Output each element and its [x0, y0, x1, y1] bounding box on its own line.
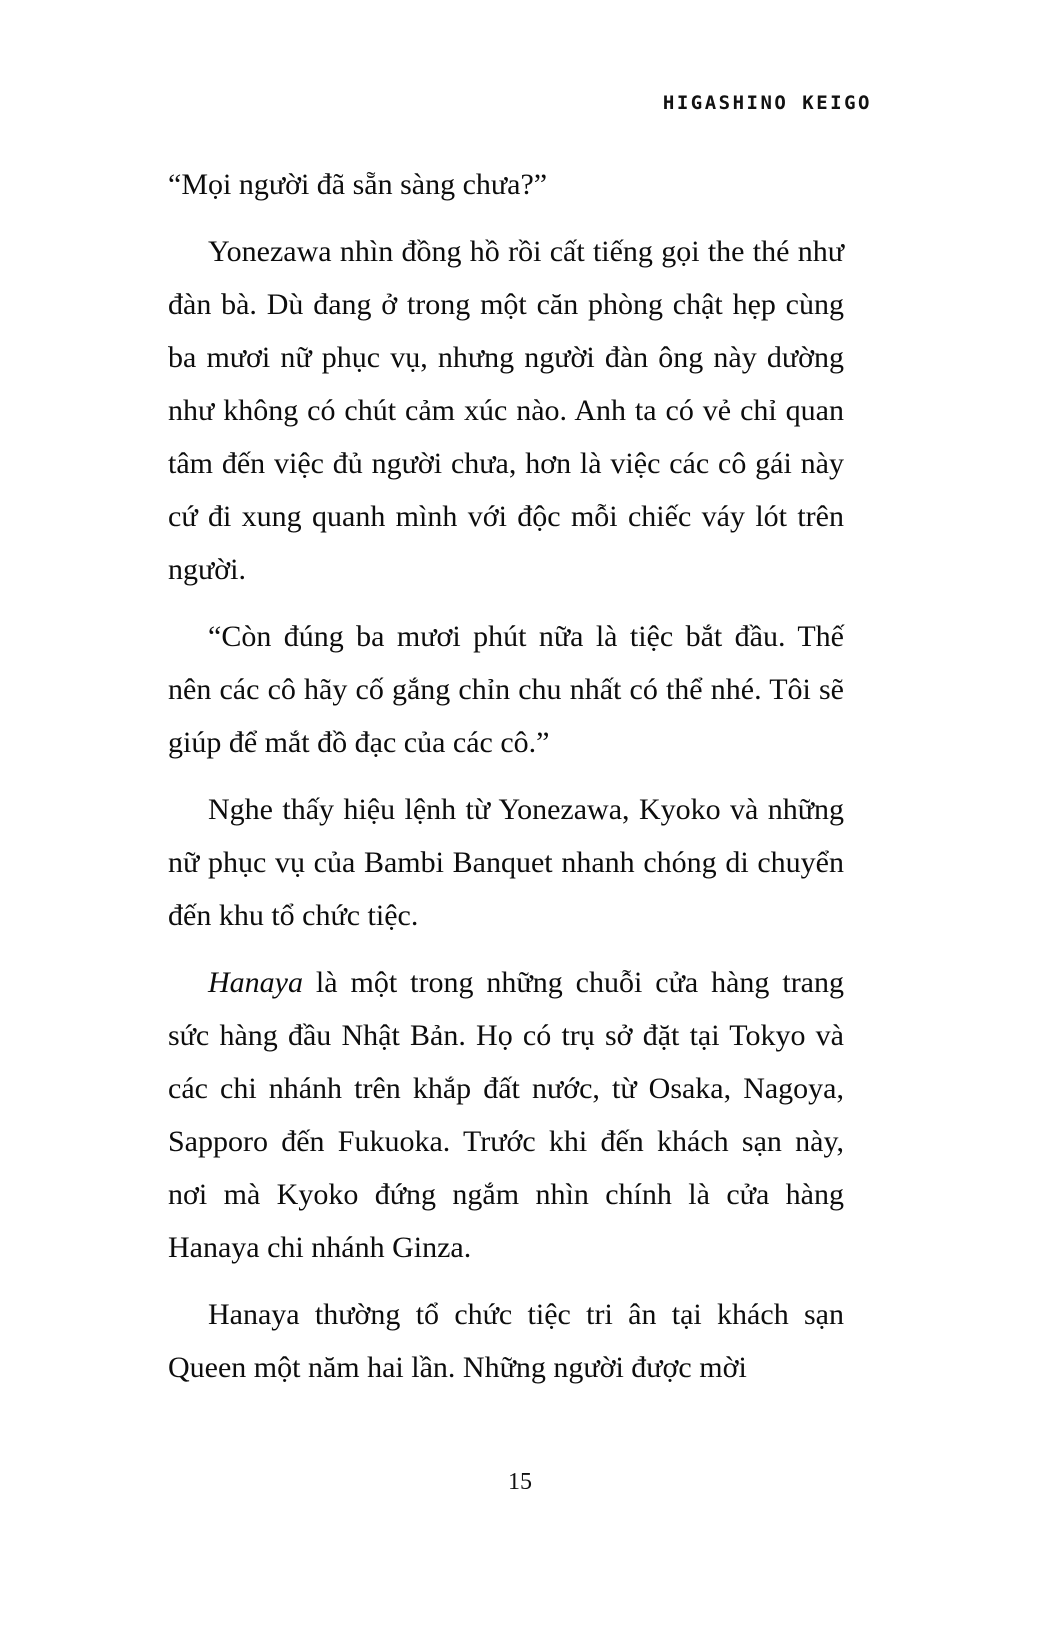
- paragraph-text: “Còn đúng ba mươi phút nữa là tiệc bắt đầu. Thế nên các cô hãy cố gắng chỉn chu nhất có thể nhé. Tôi sẽ giúp để mắt đồ đạc của các cô.”: [168, 620, 844, 759]
- paragraph-text: là một trong những chuỗi cửa hàng trang sức hàng đầu Nhật Bản. Họ có trụ sở đặt tại Tokyo và các chi nhánh trên khắp đất nước, từ Osaka, Nagoya, Sapporo đến Fukuoka. Trước khi đến khách sạn này, nơi mà Kyoko đứng ngắm nhìn chính là cửa hàng Hanaya chi nhánh Ginza.: [168, 966, 844, 1264]
- paragraph-dialogue-thirty-minutes: [168, 610, 844, 769]
- paragraph-text: Hanaya thường tổ chức tiệc tri ân tại khách sạn Queen một năm hai lần. Những người được mời: [168, 1298, 844, 1384]
- paragraph-hanaya-party: [168, 1288, 844, 1394]
- page-body: [168, 158, 844, 1394]
- paragraph-dialogue-opening: [168, 158, 844, 211]
- page-number: 15: [508, 1469, 532, 1495]
- running-head-author: HIGASHINO KEIGO: [662, 92, 872, 114]
- italic-brand-name: Hanaya: [208, 966, 303, 999]
- paragraph-kyoko-moves: [168, 783, 844, 942]
- paragraph-text: Nghe thấy hiệu lệnh từ Yonezawa, Kyoko và những nữ phục vụ của Bambi Banquet nhanh chóng di chuyển đến khu tổ chức tiệc.: [168, 793, 844, 932]
- paragraph-yonezawa-intro: [168, 225, 844, 596]
- paragraph-text: “Mọi người đã sẵn sàng chưa?”: [168, 168, 548, 201]
- paragraph-text: Yonezawa nhìn đồng hồ rồi cất tiếng gọi the thé như đàn bà. Dù đang ở trong một căn phòng chật hẹp cùng ba mươi nữ phục vụ, nhưng người đàn ông này dường như không có chút cảm xúc nào. Anh ta có vẻ chỉ quan tâm đến việc đủ người chưa, hơn là việc các cô gái này cứ đi xung quanh mình với độc mỗi chiếc váy lót trên người.: [168, 235, 844, 586]
- paragraph-hanaya-description: [168, 956, 844, 1274]
